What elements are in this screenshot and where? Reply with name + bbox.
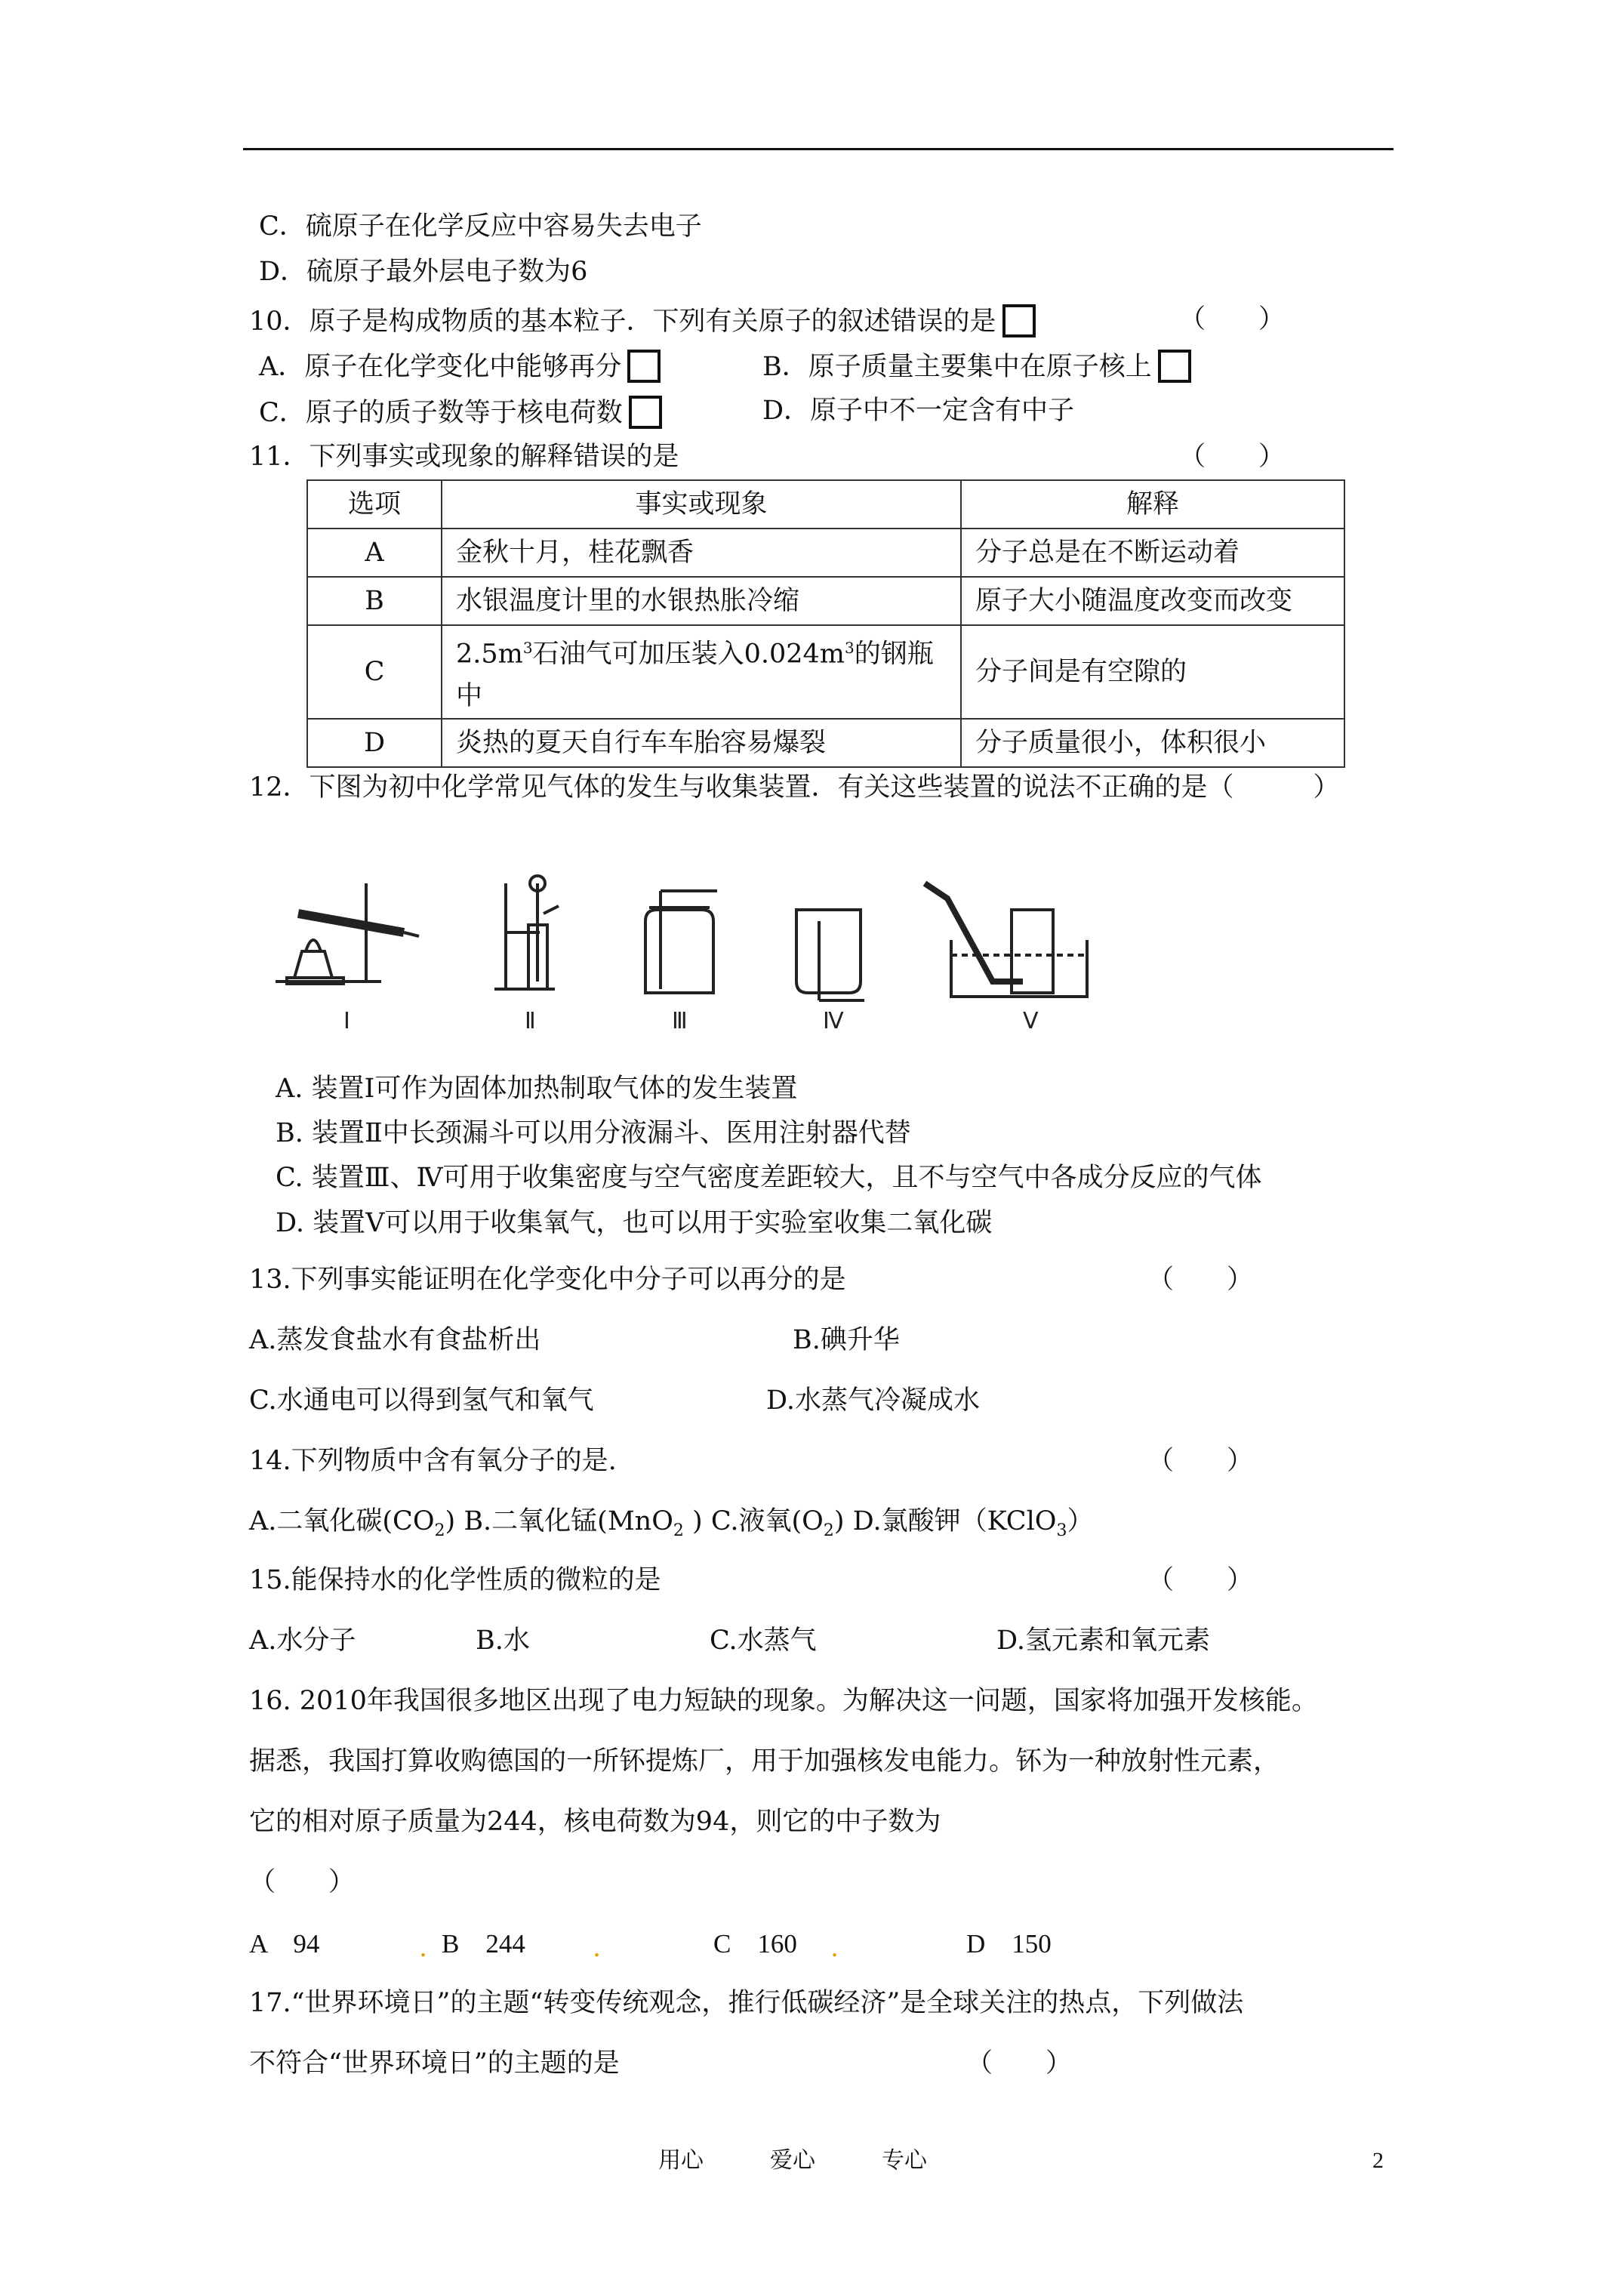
q12-stem: 12．下图为初中化学常见气体的发生与收集装置．有关这些装置的说法不正确的是（ ） — [249, 772, 1340, 803]
apparatus-i-icon — [276, 883, 419, 984]
apparatus-v-icon — [925, 883, 1087, 997]
table-row — [307, 719, 1344, 767]
table-cell: 分子间是有空隙的 — [961, 625, 1344, 719]
q14-options — [249, 1506, 1093, 1546]
table-header-row — [307, 480, 1344, 529]
q13-answer-paren: （ ） — [1147, 1265, 1254, 1295]
q16-option-c: C 160 — [713, 1929, 797, 1959]
q14-option-c: C.液氧$(O_2)$ — [710, 1506, 845, 1540]
figure-label-ii: Ⅱ — [525, 1009, 536, 1034]
q13-stem: 13.下列事实能证明在化学变化中分子可以再分的是 — [249, 1265, 846, 1295]
answer-box[interactable] — [1002, 304, 1036, 337]
q16-dot: . — [593, 1933, 602, 1963]
q12-option-d: D. 装置Ⅴ可以用于收集氧气，也可以用于实验室收集二氧化碳 — [276, 1208, 993, 1238]
q16-answer-paren: （ ） — [249, 1867, 356, 1897]
q16-line-2: 据悉，我国打算收购德国的一所钚提炼厂，用于加强核发电能力。钚为一种放射性元素， — [249, 1746, 1280, 1777]
q16-dot: . — [830, 1933, 839, 1963]
apparatus-ii-icon — [494, 876, 559, 989]
header-rule — [243, 148, 1394, 150]
table-header-cell: 选项 — [307, 480, 442, 529]
table-cell: 金秋十月，桂花飘香 — [442, 529, 961, 577]
q11-stem: 11．下列事实或现象的解释错误的是 — [249, 442, 679, 472]
q17-answer-paren: （ ） — [966, 2048, 1073, 2079]
table-header-cell: 事实或现象 — [442, 480, 961, 529]
q9-option-c: C．硫原子在化学反应中容易失去电子 — [259, 211, 702, 242]
table-cell: D — [307, 719, 442, 767]
answer-box[interactable] — [1158, 350, 1191, 383]
q16-option-d: D 150 — [966, 1929, 1052, 1959]
footer-motto-1: 用心 — [658, 2147, 704, 2174]
gas-apparatus-figure — [268, 868, 1121, 1042]
table-cell: C — [307, 625, 442, 719]
footer-motto-2: 爱心 — [770, 2147, 815, 2174]
q15-answer-paren: （ ） — [1147, 1565, 1254, 1595]
q14-option-b: B.二氧化锰(MnO$_2$ ) — [463, 1506, 703, 1540]
q10-option-a: A．原子在化学变化中能够再分 — [259, 350, 661, 383]
table-cell: $2.5m^3$石油气可加压装入$0.024m^3$的钢瓶 中 — [442, 625, 961, 719]
q14-stem: 14.下列物质中含有氧分子的是. — [249, 1446, 617, 1476]
q16-line-3: 它的相对原子质量为244，核电荷数为94，则它的中子数为 — [249, 1807, 941, 1837]
figure-label-i: Ⅰ — [343, 1009, 350, 1034]
q14-option-d: D.氯酸钾（KClO$_3$） — [852, 1506, 1094, 1540]
apparatus-iv-icon — [796, 910, 864, 1000]
table-header-cell: 解释 — [961, 480, 1344, 529]
q13-option-d: D.水蒸气冷凝成水 — [766, 1385, 980, 1416]
q13-option-c: C.水通电可以得到氢气和氧气 — [249, 1385, 594, 1416]
q17-line-2: 不符合“世界环境日”的主题的是 — [249, 2048, 620, 2079]
q14-answer-paren: （ ） — [1147, 1446, 1254, 1476]
q12-option-c: C. 装置Ⅲ、Ⅳ可用于收集密度与空气密度差距较大，且不与空气中各成分反应的气体 — [276, 1163, 1262, 1193]
q10-option-d: D．原子中不一定含有中子 — [762, 396, 1075, 426]
footer-motto-3: 专心 — [882, 2147, 927, 2174]
q12-option-b: B. 装置Ⅱ中长颈漏斗可以用分液漏斗、医用注射器代替 — [276, 1118, 911, 1148]
q10-option-b: B．原子质量主要集中在原子核上 — [762, 350, 1191, 383]
table-cell: 水银温度计里的水银热胀冷缩 — [442, 577, 961, 625]
q15-option-b: B.水 — [476, 1626, 530, 1656]
q13-option-b: B.碘升华 — [793, 1325, 900, 1355]
q10-option-c: C．原子的质子数等于核电荷数 — [259, 396, 662, 429]
q15-option-a: A.水分子 — [249, 1626, 356, 1656]
q12-option-a: A. 装置Ⅰ可作为固体加热制取气体的发生装置 — [276, 1074, 798, 1104]
apparatus-iii-icon — [645, 891, 717, 993]
table-row — [307, 577, 1344, 625]
q15-option-d: D.氢元素和氧元素 — [996, 1626, 1210, 1656]
table-cell: 分子质量很小，体积很小 — [961, 719, 1344, 767]
table-row — [307, 625, 1344, 719]
figure-label-iii: Ⅲ — [672, 1009, 688, 1034]
q16-dot: . — [419, 1933, 428, 1963]
q17-line-1: 17.“世界环境日”的主题“转变传统观念，推行低碳经济”是全球关注的热点，下列做法 — [249, 1988, 1244, 2018]
q14-option-a: A.二氧化碳$(CO_2)$ — [249, 1506, 456, 1540]
q16-line-1: 16. 2010年我国很多地区出现了电力短缺的现象。为解决这一问题，国家将加强开发核能。 — [249, 1686, 1318, 1716]
answer-box[interactable] — [627, 350, 661, 383]
q16-option-a: A 94 — [249, 1929, 320, 1959]
q15-option-c: C.水蒸气 — [710, 1626, 817, 1656]
q10-answer-paren: （ ） — [1179, 304, 1286, 334]
q13-option-a: A.蒸发食盐水有食盐析出 — [249, 1325, 541, 1355]
table-cell: B — [307, 577, 442, 625]
q16-option-b: B 244 — [442, 1929, 525, 1959]
answer-box[interactable] — [629, 396, 662, 429]
table-cell: 炎热的夏天自行车车胎容易爆裂 — [442, 719, 961, 767]
table-row — [307, 529, 1344, 577]
q9-option-d: D．硫原子最外层电子数为6 — [259, 257, 588, 287]
figure-label-iv: Ⅳ — [823, 1009, 844, 1034]
table-cell: 原子大小随温度改变而改变 — [961, 577, 1344, 625]
figure-label-v: Ⅴ — [1023, 1009, 1039, 1034]
q11-answer-paren: （ ） — [1179, 442, 1286, 472]
page-number: 2 — [1372, 2148, 1384, 2173]
table-cell: 分子总是在不断运动着 — [961, 529, 1344, 577]
table-cell: A — [307, 529, 442, 577]
q15-stem: 15.能保持水的化学性质的微粒的是 — [249, 1565, 661, 1595]
q11-table — [306, 479, 1345, 768]
q10-stem: 10．原子是构成物质的基本粒子．下列有关原子的叙述错误的是 — [249, 304, 1036, 337]
